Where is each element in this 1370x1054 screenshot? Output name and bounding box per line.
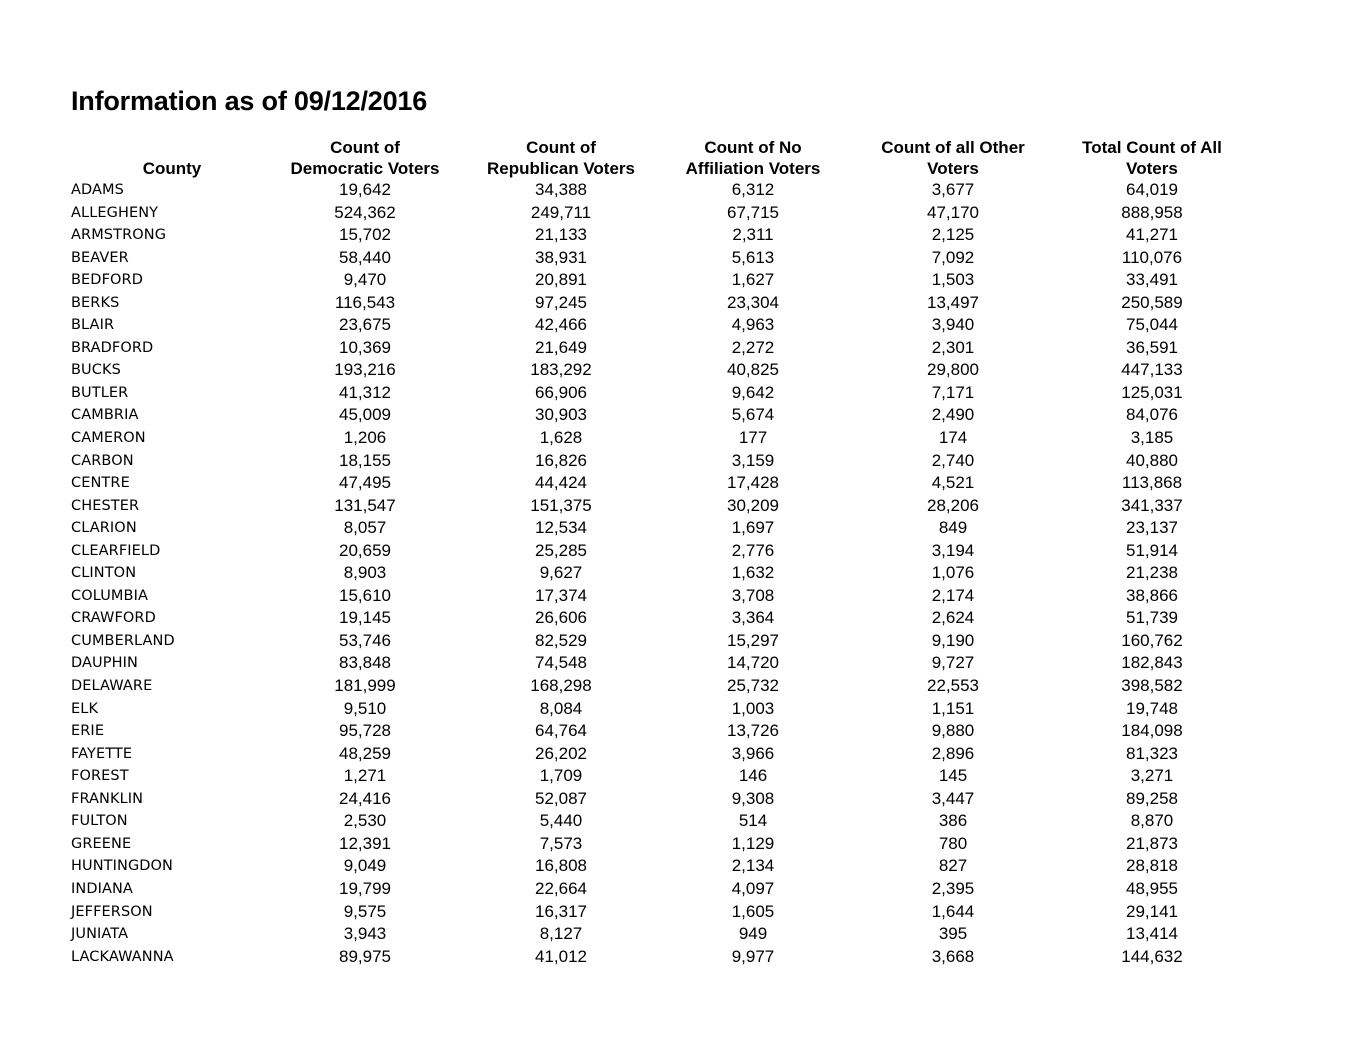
total-count: 38,866 <box>1126 585 1178 605</box>
no-affiliation-count: 15,297 <box>727 630 779 650</box>
table-row <box>0 382 1370 405</box>
democratic-count: 20,659 <box>339 540 391 560</box>
total-count: 29,141 <box>1126 901 1178 921</box>
county-name: CAMBRIA <box>71 407 139 424</box>
other-count: 827 <box>938 856 968 876</box>
table-row <box>0 607 1370 630</box>
no-affiliation-count: 2,134 <box>731 856 775 876</box>
other-count: 3,677 <box>931 180 975 199</box>
total-count: 64,019 <box>1126 180 1178 199</box>
total-count: 184,098 <box>1121 721 1183 741</box>
other-count: 7,092 <box>931 247 975 267</box>
other-count: 2,395 <box>931 878 975 898</box>
other-count: 3,668 <box>931 946 975 966</box>
table-row <box>0 337 1370 360</box>
republican-count: 7,573 <box>539 833 583 853</box>
county-name: CRAWFORD <box>71 610 156 627</box>
total-count: 28,818 <box>1126 856 1178 876</box>
other-count: 28,206 <box>927 495 979 515</box>
table-row <box>0 427 1370 450</box>
republican-count: 16,317 <box>535 901 587 921</box>
total-count: 48,955 <box>1126 878 1178 898</box>
table-row <box>0 765 1370 788</box>
no-affiliation-count: 9,308 <box>731 788 775 808</box>
county-name: CLARION <box>71 520 137 537</box>
county-name: DAUPHIN <box>71 655 138 672</box>
democratic-count: 524,362 <box>334 202 396 222</box>
total-count: 51,739 <box>1126 608 1178 628</box>
republican-count: 183,292 <box>530 360 592 380</box>
no-affiliation-count: 13,726 <box>727 721 779 741</box>
other-count: 2,125 <box>931 225 975 245</box>
county-name: BUCKS <box>71 362 121 379</box>
no-affiliation-count: 2,311 <box>732 225 774 245</box>
county-name: ALLEGHENY <box>71 204 159 221</box>
no-affiliation-count: 1,129 <box>731 833 775 853</box>
democratic-count: 193,216 <box>334 360 396 380</box>
no-affiliation-count: 9,642 <box>731 382 775 402</box>
republican-count: 41,012 <box>535 946 587 966</box>
table-row <box>0 517 1370 540</box>
total-count: 113,868 <box>1121 473 1183 493</box>
county-name: CHESTER <box>71 497 140 514</box>
other-count: 1,644 <box>931 901 975 921</box>
other-count: 145 <box>938 766 968 786</box>
other-count: 3,194 <box>931 540 975 560</box>
republican-count: 25,285 <box>535 540 587 560</box>
republican-count: 168,298 <box>530 676 592 696</box>
total-count: 21,238 <box>1126 563 1178 583</box>
democratic-count: 9,470 <box>343 270 387 290</box>
democratic-count: 47,495 <box>339 473 391 493</box>
other-count: 3,447 <box>931 788 975 808</box>
county-name: JUNIATA <box>71 926 129 943</box>
no-affiliation-count: 514 <box>738 811 768 831</box>
total-count: 125,031 <box>1121 382 1183 402</box>
total-count: 398,582 <box>1121 676 1183 696</box>
other-count: 4,521 <box>931 473 975 493</box>
total-count: 41,271 <box>1126 225 1178 245</box>
table-row <box>0 923 1370 946</box>
democratic-count: 3,943 <box>343 924 387 944</box>
republican-count: 20,891 <box>535 270 587 290</box>
other-count: 9,880 <box>931 721 975 741</box>
county-name: ADAMS <box>71 182 124 198</box>
no-affiliation-count: 3,364 <box>731 608 775 628</box>
no-affiliation-count: 177 <box>738 428 768 448</box>
democratic-count: 19,642 <box>339 180 391 199</box>
republican-count: 249,711 <box>530 202 592 222</box>
county-name: CLINTON <box>71 565 137 582</box>
democratic-count: 89,975 <box>339 946 391 966</box>
other-count: 1,076 <box>931 563 975 583</box>
democratic-count: 58,440 <box>339 247 391 267</box>
no-affiliation-count: 14,720 <box>727 653 779 673</box>
no-affiliation-count: 23,304 <box>727 292 779 312</box>
header-republican: Count of Republican Voters <box>487 138 635 178</box>
table-row <box>0 788 1370 811</box>
no-affiliation-count: 6,312 <box>731 180 775 199</box>
democratic-count: 53,746 <box>339 630 391 650</box>
republican-count: 42,466 <box>535 315 587 335</box>
table-row <box>0 946 1370 969</box>
table-row <box>0 179 1370 202</box>
no-affiliation-count: 3,966 <box>731 743 775 763</box>
header-other: Count of all Other Voters <box>881 138 1025 178</box>
county-name: HUNTINGDON <box>71 858 174 875</box>
total-count: 110,076 <box>1121 247 1183 267</box>
county-name: FOREST <box>71 768 129 785</box>
table-row <box>0 698 1370 721</box>
other-count: 9,190 <box>931 630 975 650</box>
total-count: 3,271 <box>1130 766 1174 786</box>
other-count: 29,800 <box>927 360 979 380</box>
democratic-count: 181,999 <box>334 676 396 696</box>
table-row <box>0 269 1370 292</box>
republican-count: 34,388 <box>535 180 587 199</box>
no-affiliation-count: 1,003 <box>731 698 775 718</box>
other-count: 1,151 <box>931 698 975 718</box>
county-name: CENTRE <box>71 475 130 492</box>
table-row <box>0 562 1370 585</box>
county-name: FRANKLIN <box>71 790 144 807</box>
democratic-count: 24,416 <box>339 788 391 808</box>
header-total: Total Count of All Voters <box>1082 138 1222 178</box>
republican-count: 64,764 <box>535 721 587 741</box>
other-count: 780 <box>938 833 968 853</box>
total-count: 81,323 <box>1126 743 1178 763</box>
total-count: 84,076 <box>1126 405 1178 425</box>
republican-count: 9,627 <box>539 563 583 583</box>
county-name: FAYETTE <box>71 745 133 762</box>
democratic-count: 15,702 <box>339 225 391 245</box>
other-count: 22,553 <box>927 676 979 696</box>
other-count: 174 <box>938 428 968 448</box>
county-name: DELAWARE <box>71 678 153 695</box>
no-affiliation-count: 40,825 <box>727 360 779 380</box>
republican-count: 16,826 <box>535 450 587 470</box>
table-row <box>0 540 1370 563</box>
county-name: JEFFERSON <box>71 903 153 920</box>
total-count: 21,873 <box>1126 833 1178 853</box>
no-affiliation-count: 146 <box>738 766 768 786</box>
democratic-count: 12,391 <box>339 833 391 853</box>
democratic-count: 15,610 <box>339 585 391 605</box>
county-name: COLUMBIA <box>71 587 148 604</box>
other-count: 2,174 <box>931 585 975 605</box>
democratic-count: 1,206 <box>343 428 387 448</box>
republican-count: 8,127 <box>539 924 583 944</box>
no-affiliation-count: 67,715 <box>727 202 779 222</box>
total-count: 51,914 <box>1126 540 1178 560</box>
total-count: 75,044 <box>1126 315 1178 335</box>
other-count: 13,497 <box>927 292 979 312</box>
other-count: 2,490 <box>931 405 975 425</box>
total-count: 19,748 <box>1126 698 1178 718</box>
table-header <box>0 135 1370 179</box>
county-name: BRADFORD <box>71 339 154 356</box>
table-row <box>0 314 1370 337</box>
total-count: 8,870 <box>1130 811 1174 831</box>
county-name: BERKS <box>71 294 120 311</box>
total-count: 341,337 <box>1121 495 1183 515</box>
other-count: 2,740 <box>931 450 975 470</box>
total-count: 40,880 <box>1126 450 1178 470</box>
democratic-count: 9,575 <box>343 901 387 921</box>
total-count: 33,491 <box>1126 270 1178 290</box>
table-row <box>0 292 1370 315</box>
no-affiliation-count: 1,627 <box>731 270 775 290</box>
no-affiliation-count: 5,674 <box>731 405 775 425</box>
republican-count: 97,245 <box>535 292 587 312</box>
total-count: 89,258 <box>1126 788 1178 808</box>
county-name: CUMBERLAND <box>71 632 175 649</box>
table-row <box>0 495 1370 518</box>
other-count: 9,727 <box>931 653 975 673</box>
republican-count: 66,906 <box>535 382 587 402</box>
total-count: 160,762 <box>1121 630 1183 650</box>
county-name: BEDFORD <box>71 272 143 289</box>
republican-count: 44,424 <box>535 473 587 493</box>
table-row <box>0 202 1370 225</box>
democratic-count: 83,848 <box>339 653 391 673</box>
other-count: 3,940 <box>931 315 975 335</box>
table-row <box>0 450 1370 473</box>
democratic-count: 9,049 <box>343 856 387 876</box>
republican-count: 16,808 <box>535 856 587 876</box>
other-count: 849 <box>938 518 968 538</box>
table-row <box>0 901 1370 924</box>
total-count: 182,843 <box>1121 653 1183 673</box>
other-count: 7,171 <box>931 382 975 402</box>
table-row <box>0 743 1370 766</box>
total-count: 447,133 <box>1121 360 1183 380</box>
republican-count: 74,548 <box>535 653 587 673</box>
page-title: Information as of 09/12/2016 <box>71 86 428 116</box>
no-affiliation-count: 1,632 <box>731 563 775 583</box>
democratic-count: 116,543 <box>334 292 396 312</box>
other-count: 1,503 <box>931 270 975 290</box>
county-name: INDIANA <box>71 880 133 897</box>
republican-count: 151,375 <box>530 495 592 515</box>
no-affiliation-count: 2,776 <box>731 540 775 560</box>
no-affiliation-count: 4,097 <box>731 878 775 898</box>
democratic-count: 2,530 <box>343 811 387 831</box>
republican-count: 21,133 <box>535 225 587 245</box>
other-count: 395 <box>938 924 968 944</box>
republican-count: 22,664 <box>535 878 587 898</box>
county-name: ARMSTRONG <box>71 227 167 244</box>
republican-count: 1,628 <box>539 428 583 448</box>
header-democratic: Count of Democratic Voters <box>290 138 440 178</box>
table-row <box>0 224 1370 247</box>
table-row <box>0 675 1370 698</box>
table-body <box>0 179 1370 968</box>
table-row <box>0 247 1370 270</box>
table-row <box>0 472 1370 495</box>
republican-count: 82,529 <box>535 630 587 650</box>
no-affiliation-count: 1,605 <box>731 901 775 921</box>
no-affiliation-count: 4,963 <box>731 315 775 335</box>
republican-count: 52,087 <box>535 788 587 808</box>
republican-count: 8,084 <box>539 698 583 718</box>
table-row <box>0 404 1370 427</box>
table-row <box>0 810 1370 833</box>
democratic-count: 23,675 <box>339 315 391 335</box>
header-county: County <box>142 159 202 178</box>
county-name: CARBON <box>71 452 134 469</box>
total-count: 13,414 <box>1126 924 1178 944</box>
no-affiliation-count: 3,159 <box>731 450 775 470</box>
total-count: 36,591 <box>1126 337 1178 357</box>
no-affiliation-count: 949 <box>738 924 768 944</box>
county-name: BUTLER <box>71 384 129 401</box>
democratic-count: 8,057 <box>343 518 387 538</box>
county-name: ERIE <box>71 723 105 740</box>
no-affiliation-count: 30,209 <box>727 495 779 515</box>
total-count: 888,958 <box>1121 202 1183 222</box>
table-row <box>0 585 1370 608</box>
header-no-affiliation: Count of No Affiliation Voters <box>685 138 821 178</box>
no-affiliation-count: 9,977 <box>731 946 775 966</box>
democratic-count: 8,903 <box>343 563 387 583</box>
table-row <box>0 630 1370 653</box>
democratic-count: 19,145 <box>339 608 391 628</box>
county-name: LACKAWANNA <box>71 948 174 965</box>
county-name: GREENE <box>71 835 132 852</box>
republican-count: 38,931 <box>535 247 587 267</box>
table-row <box>0 652 1370 675</box>
other-count: 47,170 <box>927 202 979 222</box>
total-count: 250,589 <box>1121 292 1183 312</box>
democratic-count: 41,312 <box>339 382 391 402</box>
republican-count: 5,440 <box>539 811 583 831</box>
democratic-count: 95,728 <box>339 721 391 741</box>
county-name: BEAVER <box>71 249 129 266</box>
democratic-count: 9,510 <box>343 698 387 718</box>
democratic-count: 19,799 <box>339 878 391 898</box>
total-count: 3,185 <box>1130 428 1174 448</box>
county-name: FULTON <box>71 813 128 830</box>
total-count: 23,137 <box>1126 518 1178 538</box>
democratic-count: 48,259 <box>339 743 391 763</box>
table-row <box>0 720 1370 743</box>
other-count: 2,896 <box>931 743 975 763</box>
democratic-count: 131,547 <box>334 495 396 515</box>
no-affiliation-count: 2,272 <box>731 337 775 357</box>
democratic-count: 45,009 <box>339 405 391 425</box>
republican-count: 26,202 <box>535 743 587 763</box>
other-count: 386 <box>938 811 968 831</box>
county-name: BLAIR <box>71 317 115 334</box>
table-row <box>0 359 1370 382</box>
no-affiliation-count: 17,428 <box>727 473 779 493</box>
no-affiliation-count: 3,708 <box>731 585 775 605</box>
no-affiliation-count: 1,697 <box>731 518 775 538</box>
table-row <box>0 833 1370 856</box>
republican-count: 1,709 <box>539 766 583 786</box>
table-row <box>0 878 1370 901</box>
no-affiliation-count: 25,732 <box>727 676 779 696</box>
no-affiliation-count: 5,613 <box>731 247 775 267</box>
other-count: 2,624 <box>931 608 975 628</box>
republican-count: 26,606 <box>535 608 587 628</box>
democratic-count: 10,369 <box>339 337 391 357</box>
democratic-count: 1,271 <box>343 766 387 786</box>
county-name: CLEARFIELD <box>71 542 161 559</box>
republican-count: 21,649 <box>535 337 587 357</box>
democratic-count: 18,155 <box>339 450 391 470</box>
county-name: ELK <box>71 700 99 717</box>
republican-count: 30,903 <box>535 405 587 425</box>
other-count: 2,301 <box>931 337 975 357</box>
total-count: 144,632 <box>1121 946 1183 966</box>
table-row <box>0 855 1370 878</box>
county-name: CAMERON <box>71 430 146 447</box>
republican-count: 17,374 <box>535 585 587 605</box>
republican-count: 12,534 <box>535 518 587 538</box>
